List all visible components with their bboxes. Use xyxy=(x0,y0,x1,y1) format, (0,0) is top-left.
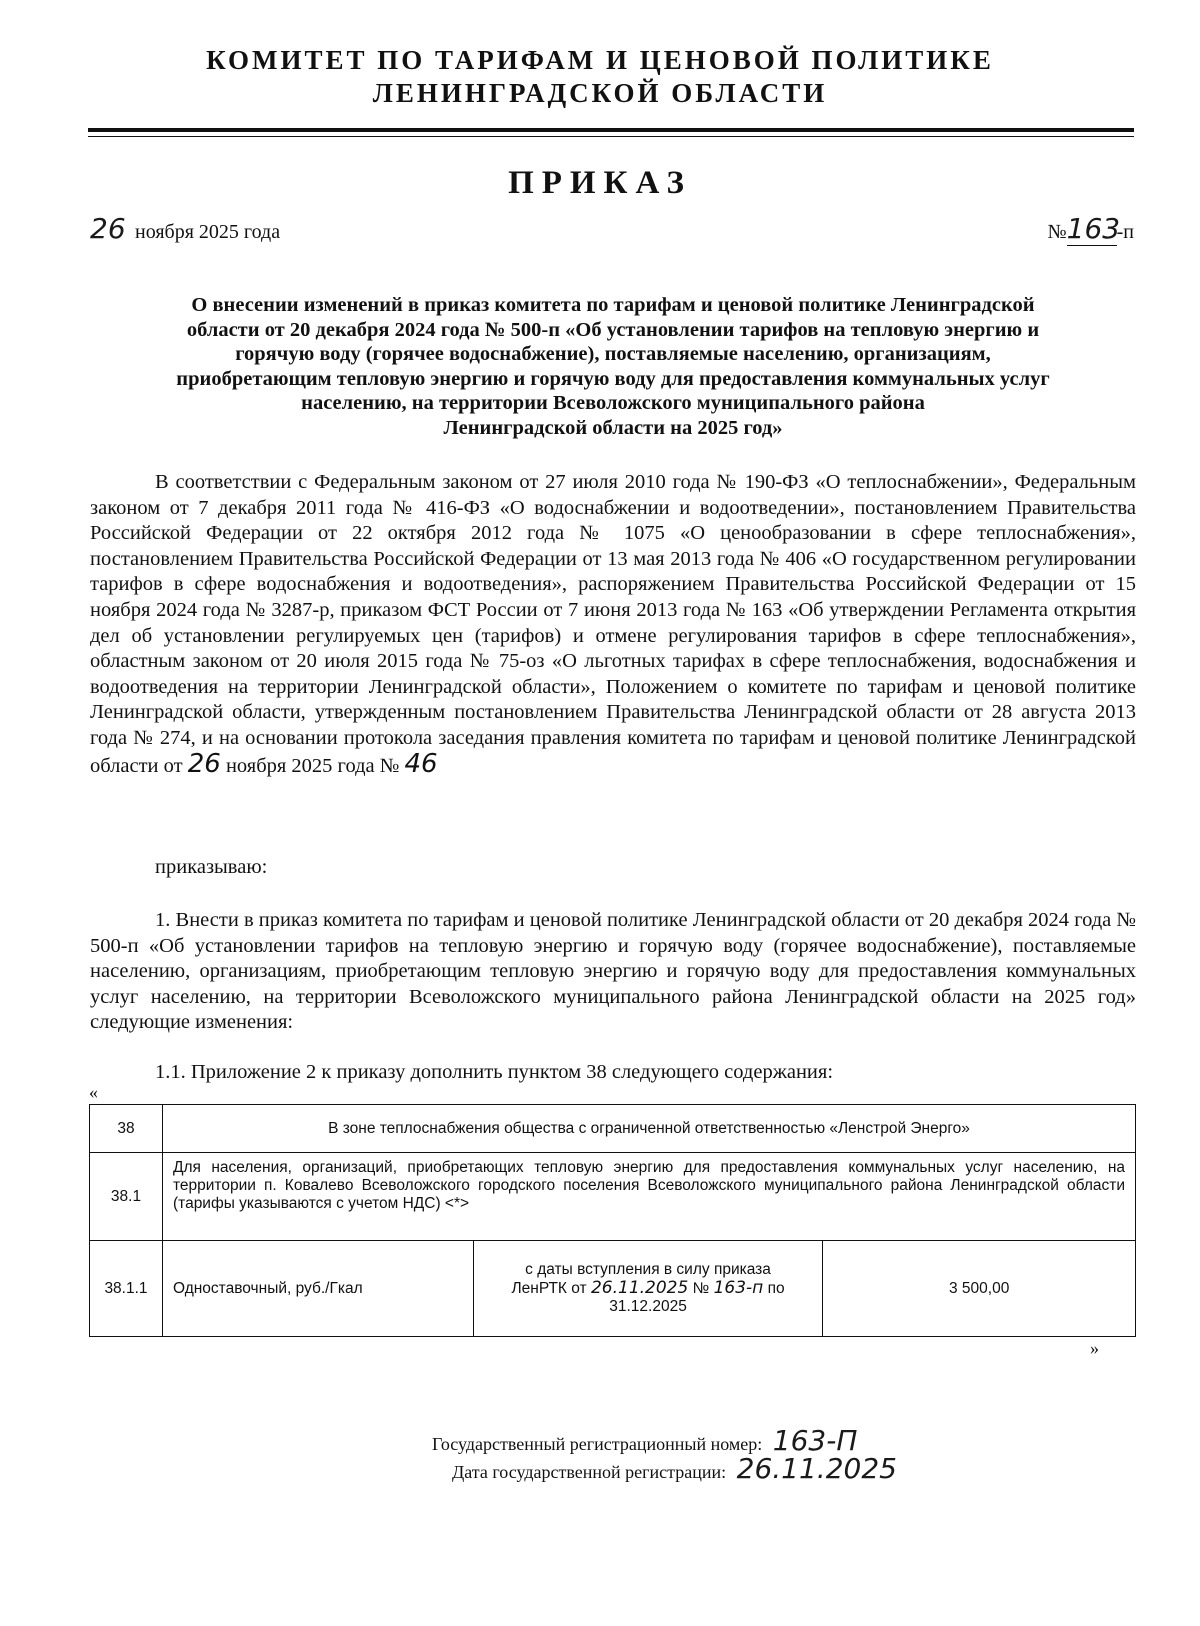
handwritten-protocol-day: 26 xyxy=(187,748,221,779)
period-text: по xyxy=(767,1280,785,1297)
order-date xyxy=(90,212,280,245)
handwritten-registration-date: 26.11.2025 xyxy=(736,1452,897,1485)
table-row xyxy=(90,1153,1136,1241)
title-line: населению, на территории Всеволожского муниципального района xyxy=(301,392,925,414)
document-title xyxy=(90,293,1136,440)
preamble-paragraph xyxy=(90,470,1136,779)
table-cell-tariff-name: Одноставочный, руб./Гкал xyxy=(162,1241,473,1337)
order-date-rest: ноября 2025 года xyxy=(135,221,281,243)
item-1-1: 1.1. Приложение 2 к приказу дополнить пунктом 38 следующего содержания: xyxy=(155,1061,834,1083)
table-cell-tariff-value: 3 500,00 xyxy=(823,1241,1136,1337)
header-rule-thin xyxy=(88,136,1134,137)
title-line: области от 20 декабря 2024 года № 500-п «Об установлении тарифов на тепловую энергию и xyxy=(186,318,1040,341)
table-cell-number: 38 xyxy=(90,1105,163,1153)
title-line: горячую воду (горячее водоснабжение), поставляемые населению, организациям, xyxy=(235,343,991,365)
handwritten-period-date: 26.11.2025 xyxy=(590,1278,689,1298)
handwritten-number: 163 xyxy=(1066,212,1121,245)
handwritten-protocol-number: 46 xyxy=(404,748,438,779)
header-rule-thick xyxy=(88,128,1134,132)
table-cell-period xyxy=(473,1241,823,1337)
order-verb: приказываю: xyxy=(155,856,268,878)
table-cell-zone: В зоне теплоснабжения общества с ограниченной ответственностью «Ленстрой Энерго» xyxy=(162,1105,1135,1153)
table-row xyxy=(90,1105,1136,1153)
handwritten-registration-number: 163-П xyxy=(772,1424,858,1457)
order-number xyxy=(1048,212,1134,246)
period-text: № xyxy=(692,1280,710,1297)
title-line: приобретающим тепловую энергию и горячую воду для предоставления коммунальных услуг xyxy=(176,367,1050,390)
closing-quote: » xyxy=(1090,1338,1099,1358)
number-prefix: № xyxy=(1047,221,1067,243)
period-line xyxy=(484,1279,813,1298)
table-cell-number: 38.1.1 xyxy=(90,1241,163,1337)
preamble-text: В соответствии с Федеральным законом от 27 июля 2010 года № 190-ФЗ «О теплоснабжении», Федеральным законом от 7 декабря 2011 года № 416-ФЗ «О водоснабжении и водоотведении», постановлением Правительства Российской Федерации от 22 октября 2012 года № 1075 «О ценообразовании в сфере теплоснабжения», постановлением Правительства Российской Федерации от 13 мая 2013 года № 406 «О государственном регулировании тарифов в сфере водоснабжения и водоотведения», распоряжением Правительства Российской Федерации от 15 ноября 2024 года № 3287-р, приказом ФСТ России от 7 июня 2013 года № 163 «Об утверждении Регламента открытия дел об установлении регулируемых цен (тарифов) и отмене регулирования тарифов в сфере теплоснабжения», областным законом от 20 июля 2015 года № 75-оз «О льготных тарифах в сфере теплоснабжения, водоснабжения и водоотведения на территории Ленинградской области», Положением о комитете по тарифам и ценовой политике Ленинградской области, утвержденным постановлением Правительства Ленинградской области от 28 августа 2013 года № 274, и на основании протокола заседания правления комитета по тарифам и ценовой политике Ленинградской области от xyxy=(90,471,1136,777)
title-line: Ленинградской области на 2025 год» xyxy=(443,416,783,439)
appendix-table xyxy=(89,1104,1136,1337)
document-type: ПРИКАЗ xyxy=(508,165,692,201)
handwritten-day: 26 xyxy=(90,212,126,245)
org-name-line1: КОМИТЕТ ПО ТАРИФАМ И ЦЕНОВОЙ ПОЛИТИКЕ xyxy=(206,45,994,75)
item-1: 1. Внести в приказ комитета по тарифам и ценовой политике Ленинградской области от 20 декабря 2024 года № 500-п «Об установлении тарифов на тепловую энергию и горячую воду (горячее водоснабжение), поставляемые населению, организациям, приобретающим тепловую энергию и горячую воду для предоставления коммунальных услуг населению, на территории Всеволожского муниципального района Ленинградской области на 2025 год» следующие изменения: xyxy=(90,909,1136,1034)
handwritten-period-number: 163-п xyxy=(713,1278,764,1298)
registration-date xyxy=(452,1452,897,1485)
table-row xyxy=(90,1241,1136,1337)
period-line: с даты вступления в силу приказа xyxy=(525,1261,771,1278)
org-name-line2: ЛЕНИНГРАДСКОЙ ОБЛАСТИ xyxy=(372,78,828,108)
registration-date-label: Дата государственной регистрации: xyxy=(452,1462,727,1482)
period-line: 31.12.2025 xyxy=(609,1298,687,1315)
table-cell-number: 38.1 xyxy=(90,1153,163,1241)
preamble-text-mid: ноября 2025 года № xyxy=(225,754,400,777)
title-line: О внесении изменений в приказ комитета по тарифам и ценовой политике Ленинградской xyxy=(191,294,1035,316)
period-text: ЛенРТК от xyxy=(511,1280,587,1297)
table-cell-consumers: Для населения, организаций, приобретающих тепловую энергию для предоставления коммунальных услуг населению, на территории п. Ковалево Всеволожского городского поселения Всеволожского муниципального района Ленинградской области (тарифы указываются с учетом НДС) <*> xyxy=(162,1153,1135,1241)
number-suffix: -п xyxy=(1116,221,1134,243)
registration-number-label: Государственный регистрационный номер: xyxy=(432,1434,763,1454)
opening-quote: « xyxy=(89,1082,98,1102)
